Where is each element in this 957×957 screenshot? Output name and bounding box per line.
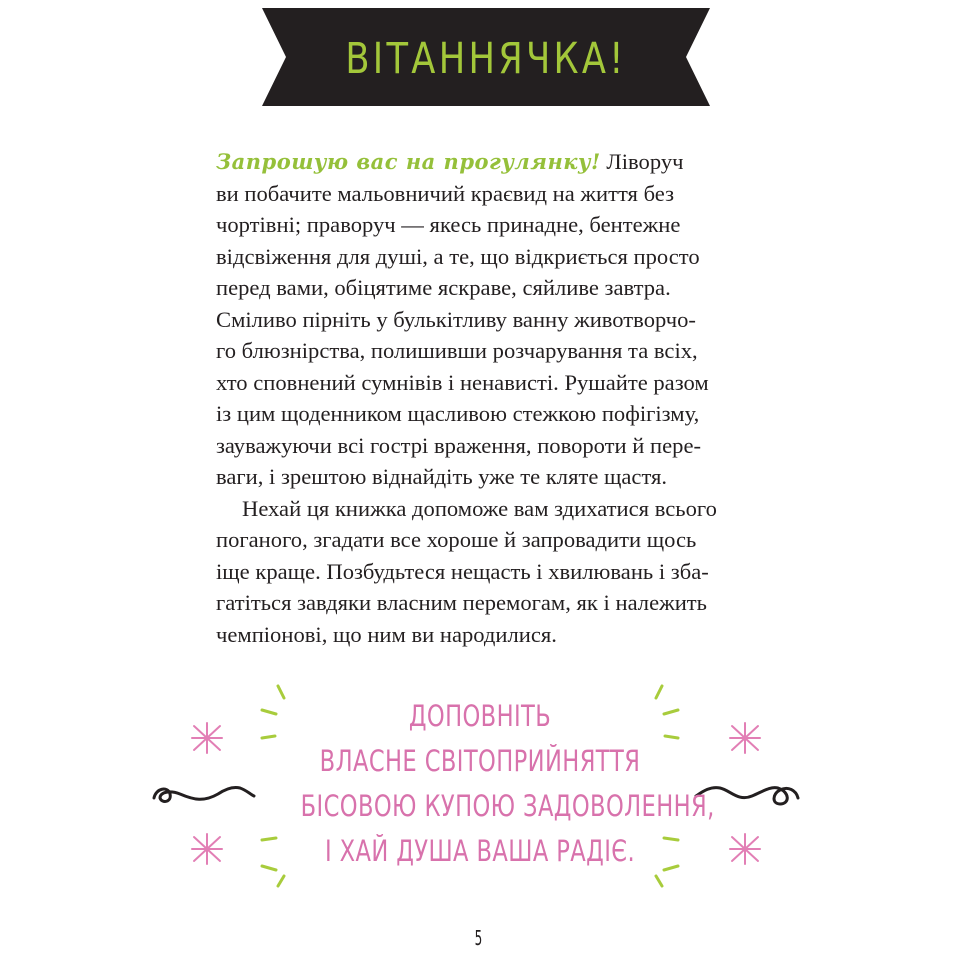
lead-phrase: Запрошую вас на прогулянку! bbox=[216, 149, 601, 174]
paragraph-1-line-1 bbox=[216, 146, 743, 178]
paragraph-1-line: Сміливо пірніть у булькітливу ванну животворчо- bbox=[216, 306, 696, 332]
paragraph-1-line: із цим щоденником щасливою стежкою пофігізму, bbox=[216, 401, 700, 426]
left-swirl-icon bbox=[154, 787, 254, 801]
paragraph-1-line: відсвіження для душі, а те, що відкриється просто bbox=[216, 243, 700, 269]
intro-text bbox=[216, 146, 743, 650]
asterisk-icon bbox=[730, 723, 760, 753]
callout-line: ДОПОВНІТЬ bbox=[408, 699, 552, 733]
callout-line: БІСОВОЮ КУПОЮ ЗАДОВОЛЕННЯ, bbox=[300, 789, 715, 823]
paragraph-2-line: Нехай ця книжка допоможе вам здихатися всього bbox=[242, 495, 717, 521]
asterisk-icon bbox=[730, 834, 760, 864]
decorative-callout bbox=[150, 680, 810, 900]
callout-line: І ХАЙ ДУША ВАША РАДІЄ. bbox=[324, 834, 636, 868]
page-number: 5 bbox=[474, 926, 483, 950]
paragraph-1-line: чортівні; праворуч — якесь принадне, бентежне bbox=[216, 212, 681, 237]
asterisk-icon bbox=[192, 723, 222, 753]
paragraph-2-line: гатіться завдяки власним перемогам, як і належить bbox=[216, 590, 707, 615]
asterisk-icon bbox=[192, 834, 222, 864]
paragraph-1-line: перед вами, обіцятиме яскраве, сяйливе завтра. bbox=[216, 275, 671, 300]
callout-line: ВЛАСНЕ СВІТОПРИЙНЯТТЯ bbox=[319, 744, 641, 778]
callout-text bbox=[250, 694, 715, 874]
paragraph-1-text-start: Ліворуч bbox=[600, 149, 684, 174]
page-title: ВІТАННЯЧКА! bbox=[345, 34, 627, 84]
paragraph-2-line: чемпіонові, що ним ви народилися. bbox=[216, 621, 557, 647]
paragraph-1-line: ваги, і зрештою віднайдіть уже те кляте щастя. bbox=[216, 464, 668, 489]
paragraph-2-line: поганого, згадати все хороше й запровадити щось bbox=[216, 527, 697, 552]
paragraph-1-line: зауважуючи всі гострі враження, повороти й пере- bbox=[216, 432, 702, 458]
paragraph-1-line: ви побачите мальовничий краєвид на життя без bbox=[216, 180, 674, 206]
paragraph-1-line: го блюзнірства, полишивши розчарування та всіх, bbox=[216, 338, 698, 363]
paragraph-2-line: іще краще. Позбудьтеся нещасть і хвилювань і зба- bbox=[216, 558, 709, 584]
paragraph-1-line: хто сповнений сумнівів і ненависті. Рушайте разом bbox=[216, 369, 709, 395]
